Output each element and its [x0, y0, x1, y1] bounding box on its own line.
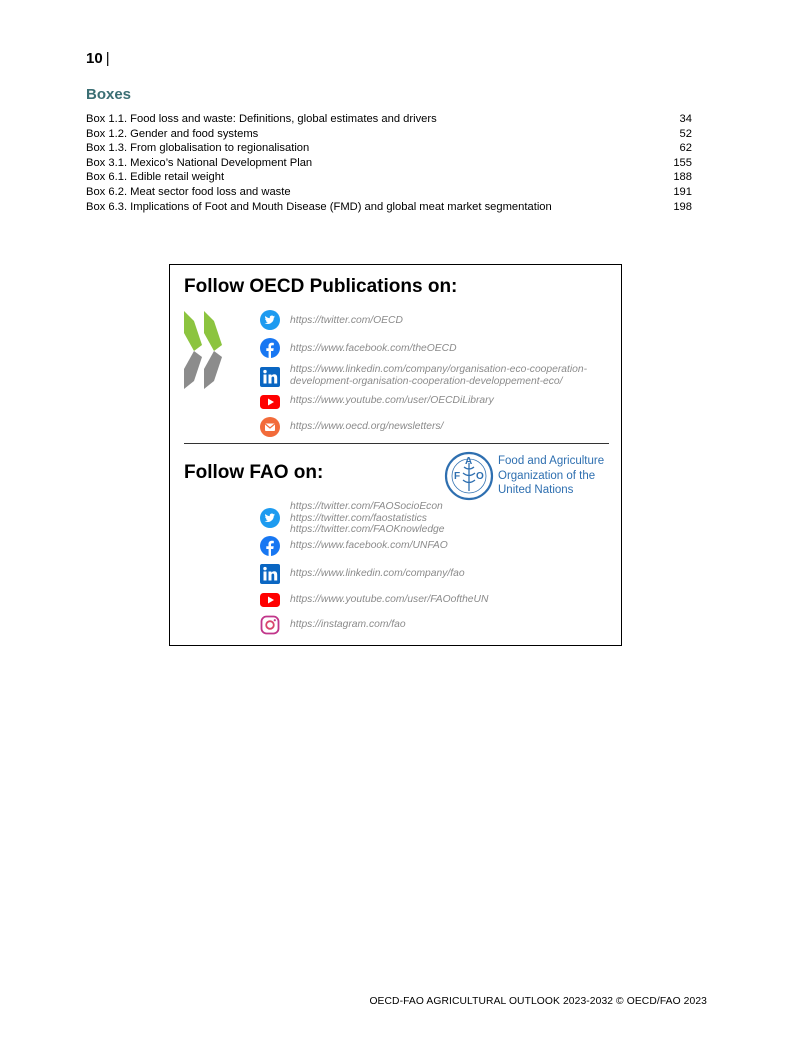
- facebook-icon[interactable]: [260, 536, 280, 556]
- oecd-facebook-link[interactable]: https://www.facebook.com/theOECD: [290, 343, 457, 354]
- section-divider: [184, 443, 609, 444]
- toc-list: [86, 112, 692, 214]
- toc-label: Box 6.3. Implications of Foot and Mouth Disease (FMD) and global meat market segmentation: [86, 200, 552, 213]
- toc-page: 62: [679, 142, 692, 155]
- linkedin-icon[interactable]: [260, 367, 280, 387]
- oecd-twitter-link[interactable]: https://twitter.com/OECD: [290, 315, 403, 326]
- youtube-icon[interactable]: [260, 590, 280, 610]
- instagram-icon[interactable]: [260, 615, 280, 635]
- fao-facebook-link[interactable]: https://www.facebook.com/UNFAO: [290, 540, 448, 551]
- oecd-linkedin-link-line2: development-organisation-cooperation-developpement-eco/: [290, 375, 563, 387]
- twitter-icon[interactable]: [260, 508, 280, 528]
- fao-linkedin-link[interactable]: https://www.linkedin.com/company/fao: [290, 568, 465, 579]
- toc-label: Box 3.1. Mexico’s National Development Plan: [86, 156, 313, 169]
- fao-logo-letter-a: A: [465, 456, 473, 467]
- fao-twitter-links[interactable]: [290, 501, 445, 536]
- twitter-icon[interactable]: [260, 310, 280, 330]
- fao-logo: [444, 451, 494, 506]
- fao-instagram-link[interactable]: https://instagram.com/fao: [290, 619, 406, 630]
- oecd-newsletter-link[interactable]: https://www.oecd.org/newsletters/: [290, 421, 444, 432]
- fao-twitter-link-2[interactable]: https://twitter.com/faostatistics: [290, 512, 427, 524]
- page-number: [86, 50, 110, 67]
- toc-label: Box 6.1. Edible retail weight: [86, 171, 225, 184]
- fao-heading: Follow FAO on:: [184, 462, 324, 483]
- fao-twitter-link-1[interactable]: https://twitter.com/FAOSocioEcon: [290, 501, 443, 512]
- toc-page: 188: [673, 171, 692, 184]
- oecd-heading: Follow OECD Publications on:: [184, 276, 458, 297]
- oecd-linkedin-link-line1: https://www.linkedin.com/company/organisation-eco-cooperation-: [290, 364, 588, 375]
- toc-row[interactable]: [86, 170, 692, 185]
- fao-logo-letter-f: F: [454, 471, 461, 482]
- toc-row[interactable]: [86, 200, 692, 215]
- facebook-icon[interactable]: [260, 338, 280, 358]
- fao-youtube-link[interactable]: https://www.youtube.com/user/FAOoftheUN: [290, 594, 489, 605]
- oecd-youtube-link[interactable]: https://www.youtube.com/user/OECDiLibrary: [290, 395, 494, 406]
- linkedin-icon[interactable]: [260, 564, 280, 584]
- toc-page: 155: [673, 156, 692, 169]
- toc-row[interactable]: [86, 112, 692, 127]
- toc-label: Box 1.3. From globalisation to regionalisation: [86, 142, 310, 155]
- fao-org-name-line3: United Nations: [498, 484, 574, 496]
- youtube-icon[interactable]: [260, 392, 280, 412]
- fao-org-name: [498, 454, 604, 498]
- fao-twitter-link-3[interactable]: https://twitter.com/FAOKnowledge: [290, 524, 445, 535]
- toc-row[interactable]: [86, 141, 692, 156]
- page-footer: OECD-FAO AGRICULTURAL OUTLOOK 2023-2032 © OECD/FAO 2023: [369, 996, 707, 1007]
- fao-logo-letter-o: O: [476, 471, 484, 482]
- oecd-logo: [184, 311, 224, 396]
- toc-page: 191: [673, 185, 692, 198]
- toc-page: 34: [679, 113, 692, 125]
- fao-org-name-line2: Organization of the: [498, 469, 596, 482]
- toc-page: 52: [679, 127, 692, 140]
- toc-label: Box 6.2. Meat sector food loss and waste: [86, 185, 291, 198]
- oecd-linkedin-link[interactable]: [290, 364, 587, 387]
- toc-label: Box 1.1. Food loss and waste: Definitions, global estimates and drivers: [86, 113, 437, 125]
- toc-row[interactable]: [86, 156, 692, 171]
- toc-row[interactable]: [86, 127, 692, 142]
- mail-icon[interactable]: [260, 417, 280, 437]
- toc-row[interactable]: [86, 185, 692, 200]
- toc-label: Box 1.2. Gender and food systems: [86, 127, 259, 140]
- page-number-separator: |: [105, 50, 110, 67]
- page-number-value: 10: [86, 50, 103, 67]
- section-title: Boxes: [86, 86, 132, 103]
- fao-org-name-line1: Food and Agriculture: [498, 455, 605, 467]
- follow-box: [169, 264, 622, 646]
- toc-page: 198: [673, 200, 692, 213]
